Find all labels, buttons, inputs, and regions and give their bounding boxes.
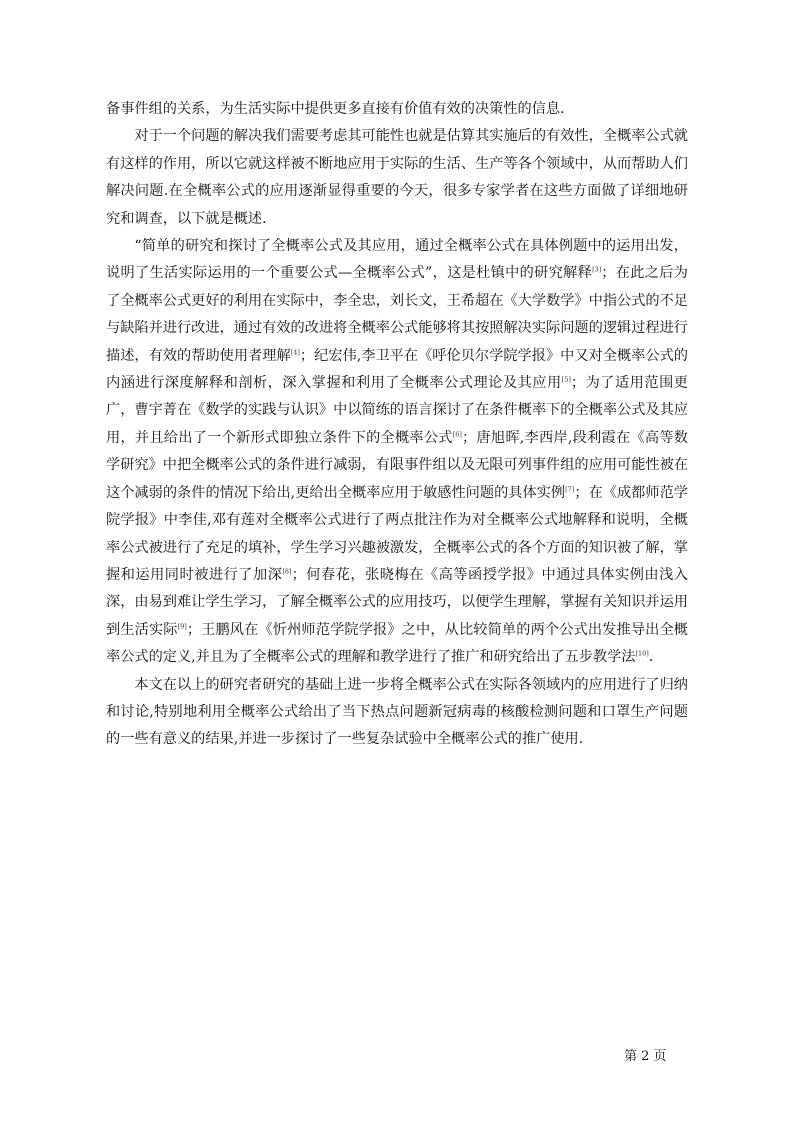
paragraph-text: ；唐旭晖,李西岸,段利霞在《高等数学研究》中把全概率公式的条件进行减弱，有限事件组以及无限可列事件组的应用可能性被在这个减弱的条件的情况下给出,更给出全概率应用于敏感性问题的具体实例: [106, 429, 688, 501]
paragraph-text: 备事件组的关系，为生活实际中提供更多直接有价值有效的决策性的信息.: [106, 101, 565, 117]
paragraph-text: ；纪宏伟,李卫平在《呼伦贝尔学院学报》中又对全概率公式的内涵进行深度解释和剖析，深入掌握和利用了全概率公式理论及其应用: [106, 347, 688, 392]
paragraph-text: ；在此之后为了全概率公式更好的利用在实际中，李全忠，刘长文，王希超在《大学数学》中指公式的不足与缺陷并进行改进，通过有效的改进将全概率公式能够将其按照解决实际问题的逻辑过程进行描述，有效的帮助使用者理解: [106, 265, 688, 364]
body-text: [106, 96, 688, 754]
paragraph-text: .: [648, 649, 654, 666]
paragraph-text: 对于一个问题的解决我们需要考虑其可能性也就是估算其实施后的有效性，全概率公式就有这样的作用，所以它就这样被不断地应用于实际的生活、生产等各个领域中，从而帮助人们解决问题.在全概率公式的应用逐渐显得重要的今天，很多专家学者在这些方面做了详细地研究和调查，以下就是概述.: [106, 128, 688, 227]
paragraph-text: ；为了适用范围更广，曹宇菁在《数学的实践与认识》中以简练的语言探讨了在条件概率下的全概率公式及其应用，并且给出了一个新形式即独立条件下的全概率公式: [106, 375, 688, 446]
citation-marker: [8]: [282, 567, 292, 576]
paragraph-text: ；王鹏风在《忻州师范学院学报》之中，从比较简单的两个公式出发推导出全概率公式的定义,并且为了全概率公式的理解和教学进行了推广和研究给出了五步教学法: [106, 621, 688, 666]
citation-marker: [7]: [565, 484, 575, 493]
paragraph: [106, 233, 688, 672]
paragraph: [106, 123, 688, 233]
paragraph-text: ；在《成都师范学院学报》中李佳,邓有莲对全概率公式进行了两点批注作为对全概率公式地解释和说明，全概率公式被进行了充足的填补，学生学习兴趣被激发，全概率公式的各个方面的知识被了解，掌握和运用同时被进行了加深: [106, 484, 688, 583]
paragraph-text: ；何春花，张晓梅在《高等函授学报》中通过具体实例由浅入深，由易到难让学生学习，了解全概率公式的应用技巧，以便学生理解，掌握有关知识并运用到生活实际: [106, 566, 688, 638]
paragraph: [106, 96, 688, 123]
paragraph: [106, 672, 688, 754]
page-number: 第 2 页: [624, 1049, 667, 1064]
paragraph-text: 本文在以上的研究者研究的基础上进一步将全概率公式在实际各领域内的应用进行了归纳和讨论,特别地利用全概率公式给出了当下热点问题新冠病毒的核酸检测问题和口罩生产问题的一些有意义的结果,并进一步探讨了一些复杂试验中全概率公式的推广使用.: [106, 676, 688, 748]
paragraph-text: “简单的研究和探讨了全概率公式及其应用，通过全概率公式在具体例题中的运用出发，说明了生活实际运用的一个重要公式—全概率公式”，这是杜镇中的研究解释: [106, 238, 688, 282]
citation-marker: [9]: [177, 621, 187, 630]
citation-marker: [10]: [635, 649, 649, 658]
citation-marker: [6]: [452, 430, 462, 439]
citation-marker: [3]: [592, 265, 602, 274]
citation-marker: [5]: [561, 375, 571, 384]
citation-marker: [4]: [290, 347, 300, 356]
